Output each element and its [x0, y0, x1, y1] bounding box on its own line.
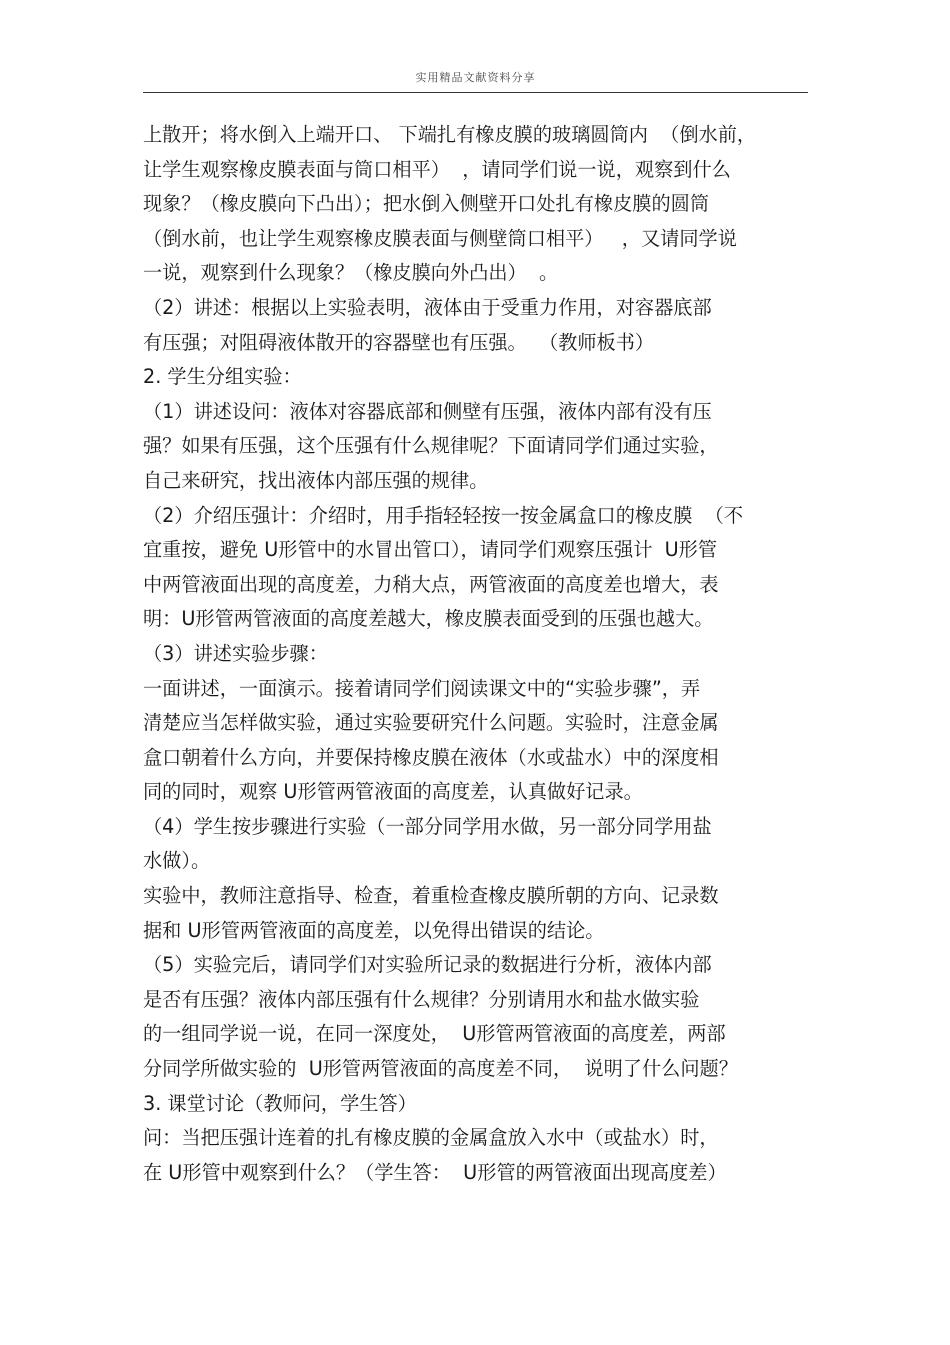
text-line: 实验中，教师注意指导、检查，着重检查橡皮膜所朝的方向、记录数 [143, 884, 719, 908]
text-line: 让学生观察橡皮膜表面与筒口相平） ，请同学们说一说，观察到什么 [143, 157, 731, 181]
header-title: 实用精品文献资料分享 [415, 71, 536, 84]
section-heading: 3. 课堂讨论（教师问，学生答） [143, 1091, 417, 1115]
text-line: 有压强；对阻碍液体散开的容器壁也有压强。 （教师板书） [143, 330, 655, 354]
text-line: 是否有压强？液体内部压强有什么规律？分别请用水和盐水做实验 [143, 987, 700, 1011]
text-line: 分同学所做实验的 U形管两管液面的高度差不同， 说明了什么问题？ [143, 1057, 738, 1081]
text-line: 在 U形管中观察到什么？（学生答： U形管的两管液面出现高度差） [143, 1160, 727, 1184]
text-line: 一说，观察到什么现象？（橡皮膜向外凸出） 。 [143, 261, 559, 285]
text-line: （1）讲述设问：液体对容器底部和侧壁有压强，液体内部有没有压 [143, 399, 712, 423]
text-line: （3）讲述实验步骤： [143, 641, 328, 665]
text-line: 自己来研究，找出液体内部压强的规律。 [143, 468, 489, 492]
section-heading: 2. 学生分组实验： [143, 365, 302, 389]
text-line: （4）学生按步骤进行实验（一部分同学用水做，另一部分同学用盐 [143, 814, 712, 838]
text-line: （倒水前，也让学生观察橡皮膜表面与侧壁筒口相平） ，又请同学说 [143, 226, 737, 250]
document-body [143, 118, 815, 1190]
text-line: 强？如果有压强，这个压强有什么规律呢？下面请同学们通过实验， [143, 434, 719, 458]
text-line: 明：U形管两管液面的高度差越大，橡皮膜表面受到的压强也越大。 [143, 607, 714, 631]
text-line: （2）介绍压强计：介绍时，用手指轻轻按一按金属盒口的橡皮膜 （不 [143, 503, 744, 527]
text-line: 中两管液面出现的高度差，力稍大点，两管液面的高度差也增大，表 [143, 572, 719, 596]
text-line: 宜重按，避免 U形管中的水冒出管口），请同学们观察压强计 U形管 [143, 538, 718, 562]
text-line: 问：当把压强计连着的扎有橡皮膜的金属盒放入水中（或盐水）时， [143, 1126, 719, 1150]
text-line: 上散开；将水倒入上端开口、 下端扎有橡皮膜的玻璃圆筒内 （倒水前， [143, 123, 757, 146]
text-line: 现象？（橡皮膜向下凸出）；把水倒入侧壁开口处扎有橡皮膜的圆筒 [143, 192, 710, 216]
text-line: （2）讲述：根据以上实验表明，液体由于受重力作用，对容器底部 [143, 295, 712, 319]
text-line: 同的同时，观察 U形管两管液面的高度差，认真做好记录。 [143, 780, 643, 804]
text-line: 一面讲述，一面演示。接着请同学们阅读课文中的“实验步骤”，弄 [143, 676, 701, 700]
text-line: 水做）。 [143, 849, 211, 873]
text-line: （5）实验完后，请同学们对实验所记录的数据进行分析，液体内部 [143, 953, 712, 977]
page-header [143, 66, 808, 93]
text-line: 的一组同学说一说，在同一深度处， U形管两管液面的高度差，两部 [143, 1022, 726, 1046]
text-line: 清楚应当怎样做实验，通过实验要研究什么问题。实验时，注意金属 [143, 711, 719, 735]
text-line: 盒口朝着什么方向，并要保持橡皮膜在液体（水或盐水）中的深度相 [143, 745, 719, 769]
text-line: 据和 U形管两管液面的高度差，以免得出错误的结论。 [143, 918, 605, 942]
